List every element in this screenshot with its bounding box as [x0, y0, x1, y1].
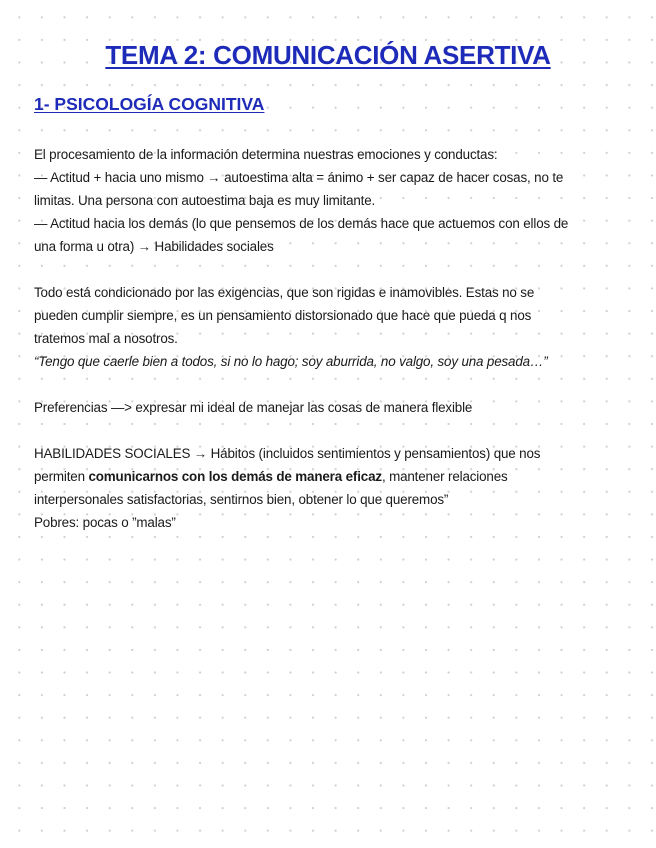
text-line: una forma u otra) → Habilidades sociales [34, 239, 274, 254]
text-line: limitas. Una persona con autoestima baja es muy limitante. [34, 193, 376, 208]
document-body [34, 143, 624, 534]
text-span: permiten [34, 469, 89, 484]
text-span: , mantener relaciones [381, 469, 508, 484]
paragraph-spacer [34, 373, 624, 396]
text-line: HABILIDADES SOCIALES → Hábitos (incluidos sentimientos y pensamientos) que nos [34, 446, 541, 461]
paragraph-spacer [34, 419, 624, 442]
quote-line: “Tengo que caerle bien a todos, si no lo hago; soy aburrida, no valgo, soy una pesada…” [34, 354, 548, 369]
text-line [34, 465, 624, 488]
paragraph-spacer [34, 258, 624, 281]
text-line: — Actitud hacia los demás (lo que pensemos de los demás hace que actuemos con ellos de [34, 216, 569, 231]
paragraph-demands [34, 281, 624, 373]
paragraph-processing [34, 143, 624, 258]
text-line: pueden cumplir siempre, es un pensamiento distorsionado que hace que pueda q nos [34, 308, 532, 323]
text-line: Todo está condicionado por las exigencias, que son rigidas e inamovibles. Estas no se [34, 285, 535, 300]
paragraph-social-skills [34, 442, 624, 534]
text-line: tratemos mal a nosotros. [34, 331, 178, 346]
text-line: interpersonales satisfactorias, sentirnos bien, obtener lo que queremos” [34, 492, 449, 507]
text-line: — Actitud + hacia uno mismo → autoestima alta = ánimo + ser capaz de hacer cosas, no te [34, 170, 564, 185]
text-line: El procesamiento de la información determina nuestras emociones y conductas: [34, 147, 498, 162]
bold-text: comunicarnos con los demás de manera eficaz [88, 469, 382, 484]
text-line: Pobres: pocas o ”malas” [34, 515, 176, 530]
page-title: TEMA 2: COMUNICACIÓN ASERTIVA [105, 40, 551, 70]
paragraph-preferences: Preferencias —> expresar mi ideal de manejar las cosas de manera flexible [34, 400, 473, 415]
section-heading: 1- PSICOLOGÍA COGNITIVA [34, 94, 265, 114]
